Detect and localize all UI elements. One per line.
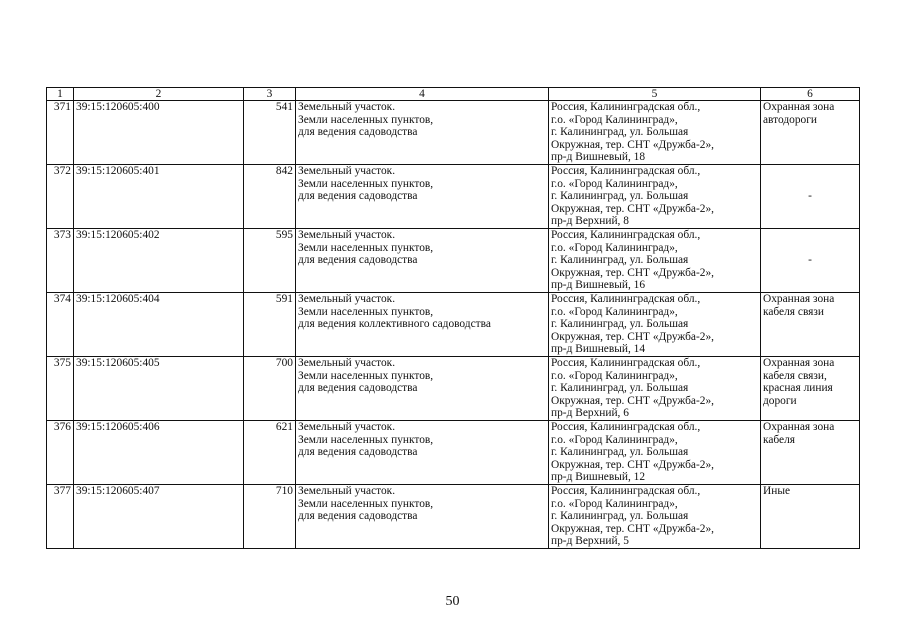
description-cell-line: Земли населенных пунктов, <box>298 305 434 318</box>
address-cell-line: пр-д Верхний, 6 <box>551 407 629 420</box>
zone-cell-line: автодороги <box>763 113 817 126</box>
address-cell-line: пр-д Верхний, 5 <box>551 535 629 548</box>
address-cell-line: г.о. «Город Калининград», <box>551 305 678 318</box>
row-number-cell: 376 <box>47 421 74 485</box>
address-cell <box>549 229 761 293</box>
description-cell <box>296 165 549 229</box>
zone-cell-line: Иные <box>763 485 791 497</box>
description-cell-line: для ведения садоводства <box>298 126 418 139</box>
row-number-cell: 371 <box>47 101 74 165</box>
table-row <box>47 485 860 549</box>
description-cell-line: Земельный участок. <box>298 229 396 241</box>
column-header: 2 <box>74 88 244 101</box>
zone-cell <box>761 485 860 549</box>
description-cell-line: Земельный участок. <box>298 101 396 113</box>
description-cell-line: для ведения садоводства <box>298 510 418 523</box>
address-cell-line: пр-д Вишневый, 12 <box>551 471 646 484</box>
address-cell-line: Окружная, тер. СНТ «Дружба-2», <box>551 330 715 343</box>
row-number-cell: 373 <box>47 229 74 293</box>
address-cell-line: пр-д Вишневый, 18 <box>551 151 646 164</box>
zone-cell <box>761 229 860 293</box>
area-cell: 541 <box>244 101 296 165</box>
zone-cell-line: кабеля <box>763 433 796 446</box>
table-row <box>47 421 860 485</box>
address-cell-line: г.о. «Город Калининград», <box>551 433 678 446</box>
description-cell <box>296 293 549 357</box>
description-cell-line: для ведения садоводства <box>298 254 418 267</box>
cadastral-number-cell: 39:15:120605:402 <box>74 229 244 293</box>
address-cell-line: Окружная, тер. СНТ «Дружба-2», <box>551 138 715 151</box>
address-cell-line: пр-д Вишневый, 14 <box>551 343 646 356</box>
address-cell-line: Россия, Калининградская обл., <box>551 165 701 177</box>
cadastral-number-cell: 39:15:120605:405 <box>74 357 244 421</box>
address-cell-line: Россия, Калининградская обл., <box>551 293 701 305</box>
cadastral-number-cell: 39:15:120605:401 <box>74 165 244 229</box>
cadastral-number-cell: 39:15:120605:404 <box>74 293 244 357</box>
address-cell-line: г.о. «Город Калининград», <box>551 497 678 510</box>
address-cell-line: г. Калининград, ул. Большая <box>551 126 689 139</box>
zone-cell <box>761 165 860 229</box>
description-cell-line: Земли населенных пунктов, <box>298 177 434 190</box>
description-cell-line: Земли населенных пунктов, <box>298 113 434 126</box>
description-cell <box>296 357 549 421</box>
row-number-cell: 377 <box>47 485 74 549</box>
column-header: 3 <box>244 88 296 101</box>
zone-cell-line: дороги <box>763 394 797 407</box>
zone-cell-line: Охранная зона <box>763 421 835 433</box>
address-cell-line: г. Калининград, ул. Большая <box>551 446 689 459</box>
row-number-cell: 375 <box>47 357 74 421</box>
address-cell <box>549 357 761 421</box>
area-cell: 591 <box>244 293 296 357</box>
description-cell-line: для ведения садоводства <box>298 382 418 395</box>
table-header-row <box>47 88 860 101</box>
address-cell-line: г.о. «Город Калининград», <box>551 113 678 126</box>
address-cell-line: Окружная, тер. СНТ «Дружба-2», <box>551 266 715 279</box>
table-row <box>47 357 860 421</box>
address-cell <box>549 101 761 165</box>
description-cell-line: для ведения коллективного садоводства <box>298 318 491 331</box>
address-cell <box>549 293 761 357</box>
zone-cell-line: Охранная зона <box>763 293 835 305</box>
address-cell-line: Россия, Калининградская обл., <box>551 485 701 497</box>
column-header: 6 <box>761 88 860 101</box>
zone-cell-line: Охранная зона <box>763 357 835 369</box>
description-cell-line: Земельный участок. <box>298 421 396 433</box>
description-cell-line: Земельный участок. <box>298 165 396 177</box>
page-number: 50 <box>445 594 460 609</box>
address-cell-line: г. Калининград, ул. Большая <box>551 190 689 203</box>
address-cell-line: Россия, Калининградская обл., <box>551 357 701 369</box>
description-cell-line: Земельный участок. <box>298 357 396 369</box>
table-row <box>47 229 860 293</box>
zone-cell <box>761 101 860 165</box>
address-cell-line: г. Калининград, ул. Большая <box>551 510 689 523</box>
zone-cell-line: - <box>808 190 812 203</box>
description-cell <box>296 229 549 293</box>
row-number-cell: 374 <box>47 293 74 357</box>
area-cell: 595 <box>244 229 296 293</box>
area-cell: 710 <box>244 485 296 549</box>
address-cell-line: Россия, Калининградская обл., <box>551 101 701 113</box>
description-cell-line: для ведения садоводства <box>298 190 418 203</box>
address-cell-line: Окружная, тер. СНТ «Дружба-2», <box>551 394 715 407</box>
area-cell: 700 <box>244 357 296 421</box>
column-header: 1 <box>47 88 74 101</box>
zone-cell-line: красная линия <box>763 382 833 395</box>
address-cell-line: пр-д Верхний, 8 <box>551 215 629 228</box>
table-row <box>47 101 860 165</box>
address-cell-line: г.о. «Город Калининград», <box>551 177 678 190</box>
zone-cell <box>761 293 860 357</box>
table-body <box>47 101 860 549</box>
zone-cell <box>761 357 860 421</box>
address-cell-line: пр-д Вишневый, 16 <box>551 279 646 292</box>
area-cell: 621 <box>244 421 296 485</box>
zone-cell-line: Охранная зона <box>763 101 835 113</box>
description-cell-line: Земли населенных пунктов, <box>298 241 434 254</box>
address-cell <box>549 485 761 549</box>
address-cell-line: г.о. «Город Калининград», <box>551 241 678 254</box>
address-cell-line: г. Калининград, ул. Большая <box>551 382 689 395</box>
zone-cell-line: кабеля связи <box>763 305 825 318</box>
description-cell-line: для ведения садоводства <box>298 446 418 459</box>
land-plots-table <box>46 87 860 549</box>
address-cell-line: Окружная, тер. СНТ «Дружба-2», <box>551 458 715 471</box>
address-cell-line: г. Калининград, ул. Большая <box>551 318 689 331</box>
cadastral-number-cell: 39:15:120605:407 <box>74 485 244 549</box>
area-cell: 842 <box>244 165 296 229</box>
table-row <box>47 293 860 357</box>
address-cell-line: г. Калининград, ул. Большая <box>551 254 689 267</box>
address-cell <box>549 421 761 485</box>
description-cell-line: Земли населенных пунктов, <box>298 497 434 510</box>
address-cell-line: Россия, Калининградская обл., <box>551 229 701 241</box>
description-cell-line: Земельный участок. <box>298 293 396 305</box>
zone-cell <box>761 421 860 485</box>
column-header: 5 <box>549 88 761 101</box>
address-cell-line: Россия, Калининградская обл., <box>551 421 701 433</box>
description-cell <box>296 485 549 549</box>
cadastral-number-cell: 39:15:120605:400 <box>74 101 244 165</box>
cadastral-number-cell: 39:15:120605:406 <box>74 421 244 485</box>
description-cell-line: Земли населенных пунктов, <box>298 433 434 446</box>
address-cell <box>549 165 761 229</box>
zone-cell-line: - <box>808 254 812 267</box>
description-cell-line: Земельный участок. <box>298 485 396 497</box>
description-cell <box>296 101 549 165</box>
address-cell-line: Окружная, тер. СНТ «Дружба-2», <box>551 522 715 535</box>
address-cell-line: г.о. «Город Калининград», <box>551 369 678 382</box>
description-cell <box>296 421 549 485</box>
zone-cell-line: кабеля связи, <box>763 369 827 382</box>
row-number-cell: 372 <box>47 165 74 229</box>
column-header: 4 <box>296 88 549 101</box>
description-cell-line: Земли населенных пунктов, <box>298 369 434 382</box>
address-cell-line: Окружная, тер. СНТ «Дружба-2», <box>551 202 715 215</box>
table-row <box>47 165 860 229</box>
